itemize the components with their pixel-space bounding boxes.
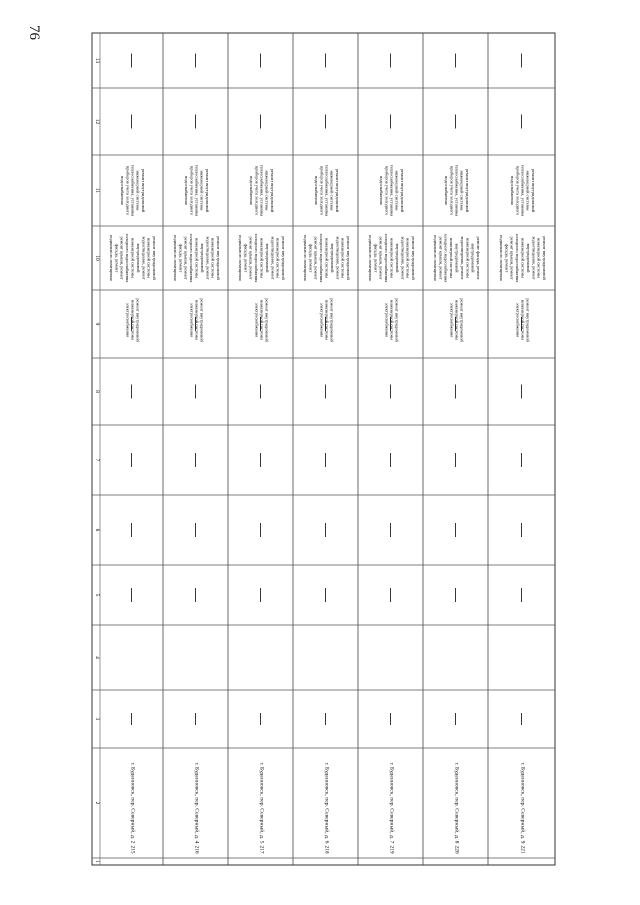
work-col10 <box>368 234 416 283</box>
work-col10 <box>238 234 286 283</box>
work-col10-line: водоотведения, ремонт <box>141 236 147 280</box>
work-col10-line: ремонт крыши, ремонт <box>183 236 189 280</box>
work-col11-line: теплоснабжения, установка <box>520 164 526 217</box>
work-col10-line: водоотведения, ремонт <box>270 236 276 280</box>
table-row <box>499 54 547 854</box>
work-col10-line: ремонт крыши, ремонт <box>248 236 254 280</box>
work-col10-line: подвального помещения <box>432 235 438 281</box>
address-cell: г. Буденновск, пер. Северный, д. 4 <box>193 762 200 844</box>
work-col9-line: электроснабжения <box>449 302 455 338</box>
column-header-5: 5 <box>94 593 100 597</box>
work-col10 <box>109 234 157 283</box>
work-col10-line: инженерной системы <box>194 238 200 278</box>
work-col11-line: инженерной системы <box>199 170 205 211</box>
work-col10-line: инженерной системы <box>324 238 330 278</box>
work-col11-line: инженерной системы <box>459 170 465 211</box>
work-col11-line: ремонт внутридомовой <box>140 168 146 213</box>
work-col11-line: теплоснабжения, установка <box>454 164 460 217</box>
work-col11-line: теплоснабжения, установка <box>324 164 330 217</box>
work-col11-line: ремонт внутридомовой <box>399 168 405 213</box>
column-header-10: 10 <box>94 255 100 261</box>
work-col11-line: приборов учета холодного <box>515 165 521 216</box>
column-header-2: 2 <box>94 801 100 805</box>
work-col10-line: внутридомовой <box>525 243 531 273</box>
work-col10-line: подвального помещения <box>302 235 308 281</box>
work-col11-line: ремонт внутридомовой <box>530 168 536 213</box>
work-col11-line: теплоснабжения, установка <box>259 164 265 217</box>
table-rows <box>109 54 547 854</box>
work-col11 <box>120 165 146 217</box>
row-number: 216 <box>193 845 200 854</box>
work-col10-line: холодного водоснабжения <box>515 233 521 283</box>
work-col10-line: внутридомовой <box>394 243 400 273</box>
table-row <box>109 54 157 854</box>
work-col11 <box>249 165 275 217</box>
work-col9-line: инженерной системы <box>324 300 330 340</box>
work-col10-line: холодного водоснабжения <box>254 233 260 283</box>
address-cell: г. Буденновск, пер. Северный, д. 6 <box>323 762 330 844</box>
row-number: 219 <box>388 845 395 854</box>
column-headers <box>94 33 100 865</box>
work-col10-line: инженерной системы <box>389 238 395 278</box>
work-col10-line: фасада, ремонт <box>504 243 510 273</box>
work-col10-line: ремонт внутридомовой <box>346 236 352 280</box>
work-col9 <box>189 298 204 342</box>
table-row <box>368 54 416 854</box>
work-col10-line: ремонт фасада, ремонт <box>476 236 482 280</box>
work-col11-line: инженерной системы <box>135 170 141 211</box>
table-row <box>433 54 481 854</box>
work-col10-line: внутридомовой <box>135 243 141 273</box>
work-col10 <box>499 234 547 283</box>
work-col10-line: водоотведения, ремонт <box>335 236 341 280</box>
work-col10-line: инженерной системы <box>146 238 152 278</box>
work-col9-line: ремонт внутридомовой <box>199 298 205 342</box>
work-col11 <box>184 165 210 217</box>
work-col11-line: ремонт внутридомовой <box>464 168 470 213</box>
column-header-3: 3 <box>94 717 100 721</box>
work-col10-line: внутридомовой <box>470 243 476 273</box>
work-col11-line: приборов учета холодного <box>254 165 260 216</box>
work-col11-line: водоснабжения <box>314 176 320 205</box>
work-col9-line: инженерной системы <box>259 300 265 340</box>
column-header-9: 9 <box>94 322 100 326</box>
work-col9 <box>515 298 530 342</box>
work-col10-line: подвального помещения <box>237 235 243 281</box>
work-col11-line: инженерной системы <box>329 170 335 211</box>
work-col10-line: фасада, ремонт <box>243 243 249 273</box>
work-col9-line: инженерной системы <box>389 300 395 340</box>
work-col10-line: подвального помещения <box>367 235 373 281</box>
work-col10-line: ремонт крыши, ремонт <box>438 236 444 280</box>
work-col11-line: теплоснабжения, установка <box>194 164 200 217</box>
work-col11-line: приборов учета холодного <box>449 165 455 216</box>
work-col11-line: ремонт внутридомовой <box>204 168 210 213</box>
work-col10-line: инженерной системы <box>449 238 455 278</box>
work-col10 <box>433 234 481 283</box>
work-col10-line: инженерной системы <box>536 238 542 278</box>
column-header-4: 4 <box>94 656 100 659</box>
work-col9 <box>125 298 140 342</box>
row-number: 218 <box>323 845 330 854</box>
work-col11-line: приборов учета холодного <box>189 165 195 216</box>
work-col10-line: подвального помещения <box>108 235 114 281</box>
row-number: 221 <box>519 845 526 854</box>
work-col9-line: электроснабжения <box>254 302 260 338</box>
work-col10-line: подвального помещения <box>498 235 504 281</box>
work-col10-line: внутридомовой <box>329 243 335 273</box>
column-header-8: 8 <box>94 390 100 393</box>
work-col9-line: инженерной системы <box>130 300 136 340</box>
work-col10-line: ремонт крыши, ремонт <box>119 236 125 280</box>
work-col11-line: приборов учета холодного <box>319 165 325 216</box>
work-col9-line: инженерной системы <box>454 300 460 340</box>
work-col11-line: ремонт внутридомовой <box>334 168 340 213</box>
work-col10-line: ремонт внутридомовой <box>281 236 287 280</box>
column-header-11: 11 <box>94 187 100 194</box>
work-col11-line: водоснабжения <box>379 176 385 205</box>
work-col9-line: электроснабжения <box>515 302 521 338</box>
work-col10-line: водоотведения, ремонт <box>400 236 406 280</box>
work-col11-line: ремонт внутридомовой <box>269 168 275 213</box>
work-col9-line: электроснабжения <box>189 302 195 338</box>
table-row <box>303 54 351 854</box>
row-number: 215 <box>129 845 136 854</box>
work-col10 <box>173 234 221 283</box>
work-col10-line: водоотведения, ремонт <box>531 236 537 280</box>
work-col10-line: внутридомовой <box>264 243 270 273</box>
work-col10-line: внутридомовой <box>199 243 205 273</box>
row-number: 220 <box>453 845 460 854</box>
column-header-13: 13 <box>94 57 100 64</box>
work-col10-line: подвального помещения <box>172 235 178 281</box>
work-col10-line: ремонт крыши, ремонт <box>313 236 319 280</box>
address-cell: г. Буденновск, пер. Северный, д. 5 <box>258 762 265 844</box>
work-col10-line: ремонт крыши, ремонт <box>509 236 515 280</box>
work-col10-line: инженерной системы <box>465 238 471 278</box>
work-col9-line: ремонт внутридомовой <box>394 298 400 342</box>
work-col10-line: фасада, ремонт <box>308 243 314 273</box>
work-col10-line: ремонт внутридомовой <box>152 236 158 280</box>
work-col9-line: инженерной системы <box>194 300 200 340</box>
work-col10-line: холодного водоснабжения <box>443 233 449 283</box>
work-col10-line: фасада, ремонт <box>373 243 379 273</box>
work-col11 <box>444 165 470 217</box>
table-grid <box>92 33 555 865</box>
work-col9-line: ремонт внутридомовой <box>135 298 141 342</box>
work-col11-line: теплоснабжения, установка <box>389 164 395 217</box>
column-header-6: 6 <box>94 528 100 532</box>
column-header-1: 1 <box>94 860 100 863</box>
work-col10-line: водоотведения, ремонт <box>205 236 211 280</box>
work-col10-line: инженерной системы <box>130 238 136 278</box>
work-col9-line: инженерной системы <box>520 300 526 340</box>
table-row <box>173 54 221 854</box>
work-col11-line: водоснабжения <box>184 176 190 205</box>
table-border <box>92 33 555 865</box>
work-col10-line: инженерной системы <box>259 238 265 278</box>
work-col11-line: инженерной системы <box>525 170 531 211</box>
work-col10-line: инженерной системы <box>340 238 346 278</box>
column-header-12: 12 <box>94 118 100 125</box>
work-col11-line: приборов учета холодного <box>125 165 131 216</box>
work-col10-line: инженерной системы <box>405 238 411 278</box>
table-row <box>238 54 286 854</box>
column-header-7: 7 <box>94 458 100 462</box>
work-col9-line: ремонт внутридомовой <box>264 298 270 342</box>
work-col10-line: инженерной системы <box>210 238 216 278</box>
work-col10-line: водоотведения, ремонт <box>459 236 465 280</box>
page-number: 76 <box>26 25 42 40</box>
work-col9-line: электроснабжения <box>125 302 131 338</box>
work-col11-line: водоснабжения <box>249 176 255 205</box>
work-col10-line: внутридомовой <box>454 243 460 273</box>
work-col10-line: инженерной системы <box>275 238 281 278</box>
work-col10-line: холодного водоснабжения <box>125 233 131 283</box>
work-col9 <box>319 298 334 342</box>
work-col11-line: теплоснабжения, установка <box>130 164 136 217</box>
work-col10-line: фасада, ремонт <box>114 243 120 273</box>
work-col11-line: инженерной системы <box>264 170 270 211</box>
work-col10-line: холодного водоснабжения <box>189 233 195 283</box>
work-col10 <box>303 234 351 283</box>
work-col9-line: ремонт внутридомовой <box>459 298 465 342</box>
work-col11-line: приборов учета холодного <box>384 165 390 216</box>
work-col10-line: ремонт крыши, ремонт <box>378 236 384 280</box>
row-number: 217 <box>258 845 265 854</box>
address-cell: г. Буденновск, пер. Северный, д. 7 <box>388 762 395 844</box>
work-col11 <box>314 165 340 217</box>
work-col11-line: водоснабжения <box>120 176 126 205</box>
work-col10-line: ремонт внутридомовой <box>542 236 548 280</box>
work-col10-line: инженерной системы <box>520 238 526 278</box>
work-col10-line: ремонт внутридомовой <box>411 236 417 280</box>
work-col9-line: электроснабжения <box>384 302 390 338</box>
work-col9-line: ремонт внутридомовой <box>329 298 335 342</box>
work-col11-line: инженерной системы <box>394 170 400 211</box>
work-col11 <box>510 165 536 217</box>
work-col11-line: водоснабжения <box>444 176 450 205</box>
work-col9 <box>384 298 399 342</box>
work-col9-line: ремонт внутридомовой <box>525 298 531 342</box>
work-col9 <box>449 298 464 342</box>
work-col9-line: электроснабжения <box>319 302 325 338</box>
work-col10-line: фасада, ремонт <box>178 243 184 273</box>
work-col10-line: холодного водоснабжения <box>384 233 390 283</box>
work-col10-line: холодного водоснабжения <box>319 233 325 283</box>
work-col11 <box>379 165 405 217</box>
work-col10-line: ремонт внутридомовой <box>216 236 222 280</box>
address-cell: г. Буденновск, пер. Северный, д. 9 <box>519 762 526 844</box>
work-col9 <box>254 298 269 342</box>
address-cell: г. Буденновск, пер. Северный, д. 2 <box>129 762 136 844</box>
address-cell: г. Буденновск, пер. Северный, д. 8 <box>453 762 460 844</box>
work-col11-line: водоснабжения <box>510 176 516 205</box>
